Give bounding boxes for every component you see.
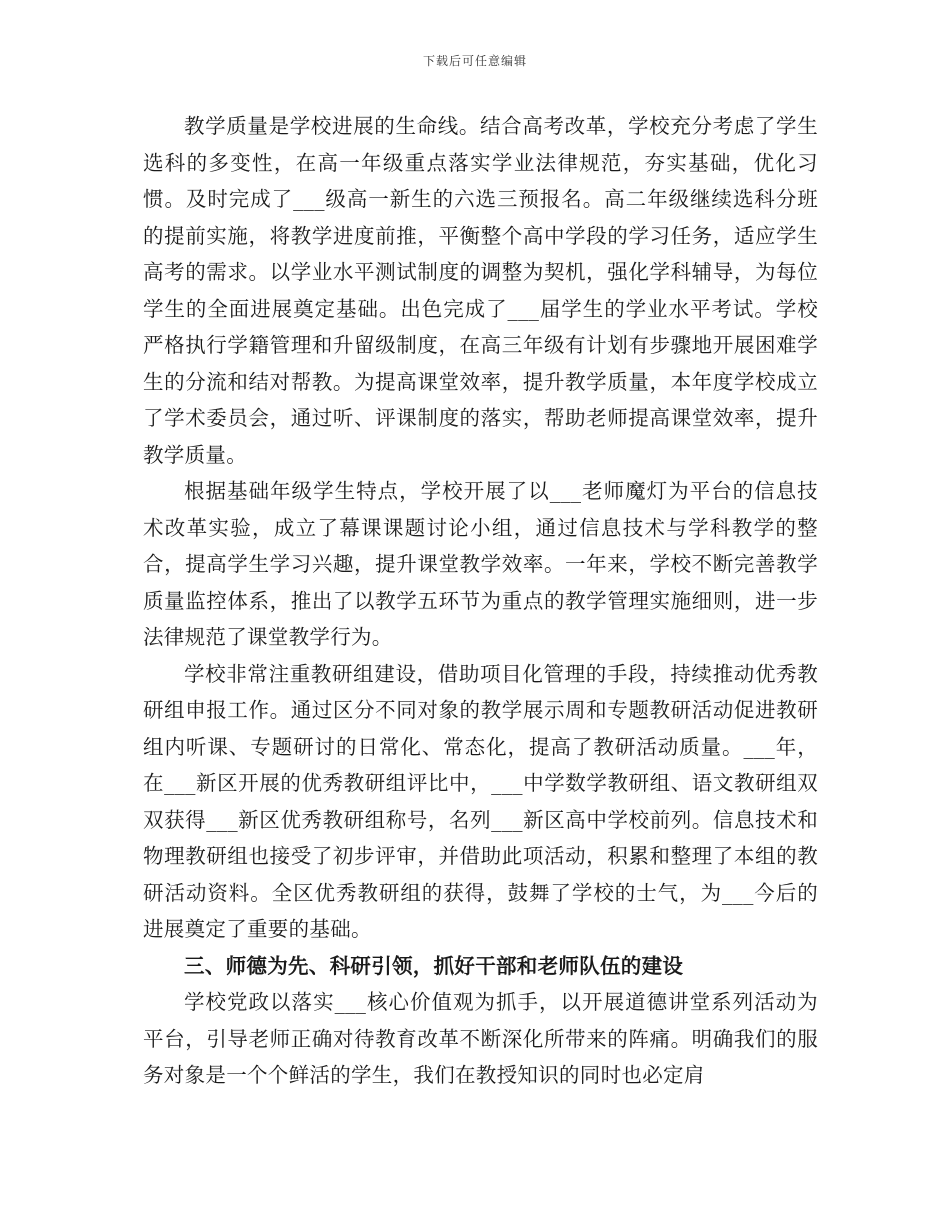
paragraph-core-values: 学校党政以落实___核心价值观为抓手，以开展道德讲堂系列活动为平台，引导老师正确对待教育改革不断深化所带来的阵痛。明确我们的服务对象是一个个鲜活的学生，我们在教授知识的同时也必定肩 — [143, 990, 818, 1087]
page-header: 下载后可任意编辑 — [422, 54, 527, 68]
paragraph-teaching-quality: 教学质量是学校进展的生命线。结合高考改革，学校充分考虑了学生选科的多变性，在高一年级重点落实学业法律规范，夯实基础，优化习惯。及时完成了___级高一新生的六选三预报名。高二年级继续选科分班的提前实施，将教学进度前推，平衡整个高中学段的学习任务，适应学生高考的需求。以学业水平测试制度的调整为契机，强化学科辅导，为每位学生的全面进展奠定基础。出色完成了___届学生的学业水平考试。学校严格执行学籍管理和升留级制度，在高三年级有计划有步骤地开展困难学生的分流和结对帮教。为提高课堂效率，提升教学质量，本年度学校成立了学术委员会，通过听、评课制度的落实，帮助老师提高课堂效率，提升教学质量。 — [143, 114, 818, 467]
section-heading: 三、师德为先、科研引领，抓好干部和老师队伍的建设 — [184, 953, 684, 978]
document-body — [143, 108, 818, 1094]
paragraph-teaching-research-groups: 学校非常注重教研组建设，借助项目化管理的手段，持续推动优秀教研组申报工作。通过区分不同对象的教学展示周和专题教研活动促进教研组内听课、专题研讨的日常化、常态化，提高了教研活动质量。___年，在___新区开展的优秀教研组评比中，___中学数学教研组、语文教研组双双获得___新区优秀教研组称号，名列___新区高中学校前列。信息技术和物理教研组也接受了初步评审，并借助此项活动，积累和整理了本组的教研活动资料。全区优秀教研组的获得，鼓舞了学校的士气，为___今后的进展奠定了重要的基础。 — [143, 661, 818, 941]
paragraph-info-tech-reform: 根据基础年级学生特点，学校开展了以___老师魔灯为平台的信息技术改革实验，成立了幕课课题讨论小组，通过信息技术与学科教学的整合，提高学生学习兴趣，提升课堂教学效率。一年来，学校不断完善教学质量监控体系，推出了以教学五环节为重点的教学管理实施细则，进一步法律规范了课堂教学行为。 — [143, 479, 818, 649]
